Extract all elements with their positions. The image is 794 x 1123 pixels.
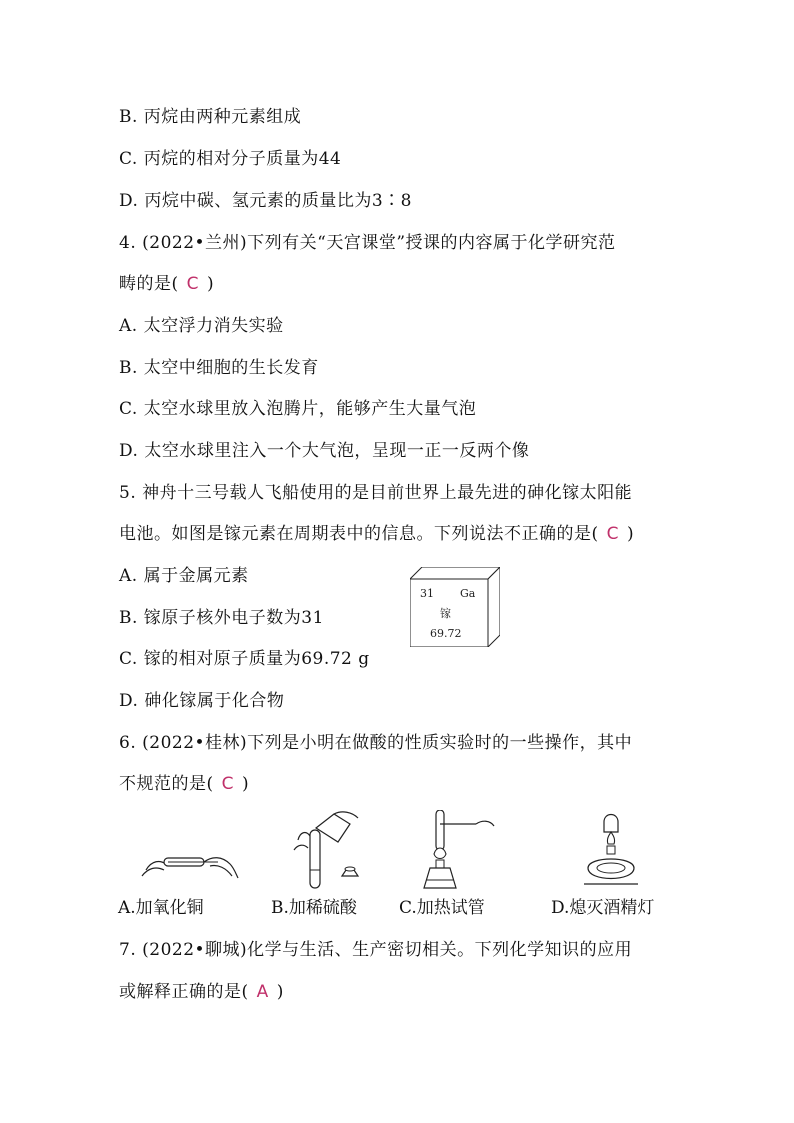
q6-answer: C bbox=[221, 774, 235, 794]
q7-answer: A bbox=[256, 982, 269, 1002]
q7-stem-prefix: 或解释正确的是( bbox=[119, 982, 249, 1002]
q4-stem-line1: 4. (2022•兰州)下列有关“天宫课堂”授课的内容属于化学研究范 bbox=[119, 233, 616, 253]
q3-option-d: D. 丙烷中碳、氢元素的质量比为3∶8 bbox=[119, 191, 412, 211]
caption-b: B.加稀硫酸 bbox=[271, 898, 357, 918]
figure-adding-dilute-sulfuric-acid bbox=[290, 810, 400, 890]
element-atomic-number: 31 bbox=[420, 587, 434, 600]
cube-side-face bbox=[488, 567, 500, 647]
q4-stem-suffix: ) bbox=[207, 274, 215, 294]
caption-d: D.熄灭酒精灯 bbox=[551, 898, 655, 918]
caption-a: A.加氧化铜 bbox=[118, 898, 204, 918]
figure-adding-copper-oxide bbox=[138, 810, 248, 890]
gallium-element-cube bbox=[410, 567, 500, 647]
q7-stem-line2 bbox=[119, 980, 284, 1004]
q5-stem-prefix: 电池。如图是镓元素在周期表中的信息。下列说法不正确的是( bbox=[119, 524, 599, 544]
cube-top-face bbox=[410, 567, 500, 579]
q3-option-b: B. 丙烷由两种元素组成 bbox=[119, 107, 302, 127]
q4-stem-prefix: 畴的是( bbox=[119, 274, 179, 294]
element-atomic-mass: 69.72 bbox=[430, 627, 462, 640]
figure-heating-test-tube bbox=[420, 810, 530, 890]
q4-option-d: D. 太空水球里注入一个大气泡，呈现一正一反两个像 bbox=[119, 441, 530, 461]
q5-option-a: A. 属于金属元素 bbox=[119, 566, 249, 586]
q4-stem-line2 bbox=[119, 272, 214, 296]
q5-stem-line2 bbox=[119, 522, 634, 546]
q6-stem-line1: 6. (2022•桂林)下列是小明在做酸的性质实验时的一些操作，其中 bbox=[119, 733, 633, 753]
caption-c: C.加热试管 bbox=[399, 898, 485, 918]
q5-answer: C bbox=[606, 524, 620, 544]
q6-stem-line2 bbox=[119, 772, 249, 796]
q4-option-c: C. 太空水球里放入泡腾片，能够产生大量气泡 bbox=[119, 399, 477, 419]
q4-answer: C bbox=[186, 274, 200, 294]
q5-option-b: B. 镓原子核外电子数为31 bbox=[119, 608, 324, 628]
q3-option-c: C. 丙烷的相对分子质量为44 bbox=[119, 149, 342, 169]
q7-stem-suffix: ) bbox=[276, 982, 284, 1002]
q5-option-d: D. 砷化镓属于化合物 bbox=[119, 691, 285, 711]
element-name: 镓 bbox=[440, 607, 451, 620]
figure-extinguishing-alcohol-lamp bbox=[578, 810, 688, 890]
q5-stem-line1: 5. 神舟十三号载人飞船使用的是目前世界上最先进的砷化镓太阳能 bbox=[119, 483, 633, 503]
q5-stem-suffix: ) bbox=[627, 524, 635, 544]
q6-stem-prefix: 不规范的是( bbox=[119, 774, 214, 794]
q6-stem-suffix: ) bbox=[242, 774, 250, 794]
q4-option-a: A. 太空浮力消失实验 bbox=[119, 316, 284, 336]
q7-stem-line1: 7. (2022•聊城)化学与生活、生产密切相关。下列化学知识的应用 bbox=[119, 940, 633, 960]
element-symbol: Ga bbox=[460, 587, 476, 600]
q5-option-c: C. 镓的相对原子质量为69.72 g bbox=[119, 649, 370, 669]
q4-option-b: B. 太空中细胞的生长发育 bbox=[119, 358, 319, 378]
